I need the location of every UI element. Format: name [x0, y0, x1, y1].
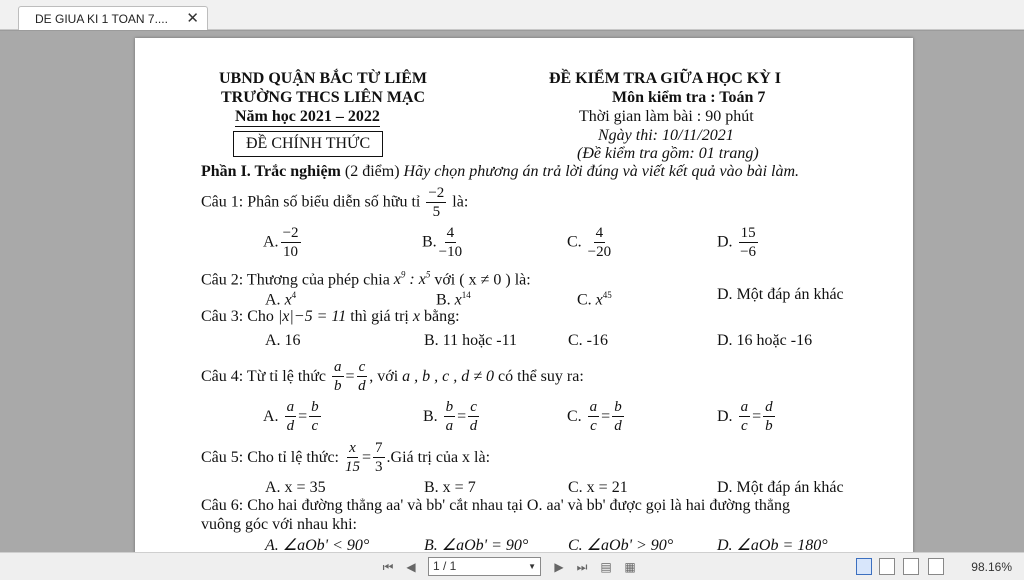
tab-title: DE GIUA KI 1 TOAN 7....: [35, 12, 168, 26]
two-page-view-icon[interactable]: [903, 558, 919, 575]
q1-option-b: B. $\frac{4}{-10}$: [422, 225, 463, 260]
q5-option-d: D. Một đáp án khác: [717, 479, 844, 496]
question-3: Câu 3: Cho |x|−5 = 11 thì giá trị x bằng:: [201, 308, 460, 325]
tab-bar: [0, 0, 1024, 30]
question-1: [201, 186, 468, 220]
q2-option-c: C. $x^{45}$: [577, 290, 612, 309]
subject: Môn kiểm tra : Toán 7: [612, 89, 766, 106]
last-page-icon[interactable]: ⏭: [576, 560, 588, 574]
school-name: TRƯỜNG THCS LIÊN MẠC: [221, 89, 426, 106]
q1-option-c: C. $\frac{4}{-20}$: [567, 225, 612, 260]
previous-page-icon[interactable]: ◀: [406, 560, 416, 574]
duration: Thời gian làm bài : 90 phút: [579, 108, 754, 125]
exam-title: ĐỀ KIỂM TRA GIỮA HỌC KỲ I: [549, 70, 782, 87]
q3-option-d: D. 16 hoặc -16: [717, 332, 813, 349]
page-indicator: 1 / 1: [433, 559, 457, 573]
document-viewport[interactable]: [0, 31, 1024, 552]
page-selector[interactable]: [428, 557, 541, 576]
q5-option-a: A. x = 35: [265, 479, 326, 496]
part1-instruction: Hãy chọn phương án trả lời đúng và viết kết quả vào bài làm.: [403, 163, 800, 180]
fit-width-icon[interactable]: ▦: [624, 560, 636, 574]
q1-fraction: $\frac{-2}{5}$: [428, 185, 445, 220]
q1-tail: là:: [448, 193, 469, 211]
q4-text: Câu 4: Từ tỉ lệ thức: [201, 368, 331, 385]
q1-option-a: A. $\frac{-2}{10}$: [263, 225, 299, 260]
page-count-note: (Đề kiểm tra gồm: 01 trang): [577, 145, 759, 162]
chevron-down-icon: ▼: [528, 562, 536, 571]
first-page-icon[interactable]: ⏮: [382, 560, 394, 574]
q1-option-d: D. $\frac{15}{-6}$: [717, 225, 757, 260]
status-bar: [0, 552, 1024, 580]
document-page: [135, 38, 913, 552]
q6-option-b: B. ∠aOb' = 90°: [424, 537, 529, 552]
question-6-line1: Câu 6: Cho hai đường thẳng aa' và bb' cắt nhau tại O. aa' và bb' được gọi là hai đường thẳng: [201, 497, 791, 514]
two-page-continuous-view-icon[interactable]: [928, 558, 944, 575]
official-stamp: ĐỀ CHÍNH THỨC: [233, 131, 383, 157]
continuous-view-icon[interactable]: [879, 558, 895, 575]
q1-text: Câu 1: Phân số biểu diễn số hữu tỉ: [201, 193, 425, 211]
q6-option-c: C. ∠aOb' > 90°: [568, 537, 674, 552]
part1-title: Phần I. Trắc nghiệm: [201, 163, 341, 180]
fit-page-icon[interactable]: ▤: [600, 560, 612, 574]
school-year: Năm học 2021 – 2022: [235, 108, 380, 125]
q5-option-b: B. x = 7: [424, 479, 476, 496]
exam-date: Ngày thi: 10/11/2021: [598, 127, 734, 144]
single-page-view-icon[interactable]: [856, 558, 872, 575]
document-tab[interactable]: [18, 6, 208, 30]
next-page-icon[interactable]: ▶: [554, 560, 564, 574]
q2-option-b: B. $x^{14}$: [436, 290, 471, 309]
q6-option-d: D. ∠aOb = 180°: [717, 537, 828, 552]
q5-text: Câu 5: Cho tỉ lệ thức:: [201, 449, 343, 466]
part1-heading: [201, 163, 799, 181]
q3-option-c: C. -16: [568, 332, 608, 349]
q4-option-d: D. $\frac{a}{c}$ = $\frac{d}{b}$: [717, 399, 773, 435]
q3-option-a: A. 16: [265, 332, 301, 349]
zoom-level[interactable]: 98.16%: [971, 560, 1012, 574]
q2-text: Câu 2: Thương của phép chia: [201, 271, 394, 289]
q3-expression: |x|−5 = 11: [277, 308, 347, 325]
question-4: Câu 4: Từ tỉ lệ thức $\frac{a}{b}$ = $\frac{c}{d}$ , với a , b , c , d ≠ 0 có thể suy ra:: [201, 359, 584, 395]
q2-option-a: A. $x^4$: [265, 290, 297, 309]
q2-option-d: D. Một đáp án khác: [717, 286, 844, 303]
q6-option-a: A. ∠aOb' < 90°: [265, 537, 370, 552]
q3-option-b: B. 11 hoặc -11: [424, 332, 518, 349]
question-5: Câu 5: Cho tỉ lệ thức: $\frac{x}{15}$ = $\frac{7}{3}$ .Giá trị của x là:: [201, 440, 491, 476]
question-6-line2: vuông góc với nhau khi:: [201, 516, 357, 533]
q4-option-c: C. $\frac{a}{c}$ = $\frac{b}{d}$: [567, 399, 622, 435]
district-name: UBND QUẬN BẮC TỪ LIÊM: [219, 70, 428, 87]
q4-option-a: A. $\frac{a}{d}$ = $\frac{b}{c}$: [263, 399, 319, 435]
q3-text: Câu 3: Cho: [201, 308, 278, 325]
q4-option-b: B. $\frac{b}{a}$ = $\frac{c}{d}$: [423, 399, 478, 435]
close-icon[interactable]: ✕: [186, 10, 199, 27]
q5-option-c: C. x = 21: [568, 479, 628, 496]
question-2: Câu 2: Thương của phép chia $x^9$ : $x^5$ với ( x ≠ 0 ) là:: [201, 270, 531, 289]
part1-points: (2 điểm): [340, 163, 404, 180]
